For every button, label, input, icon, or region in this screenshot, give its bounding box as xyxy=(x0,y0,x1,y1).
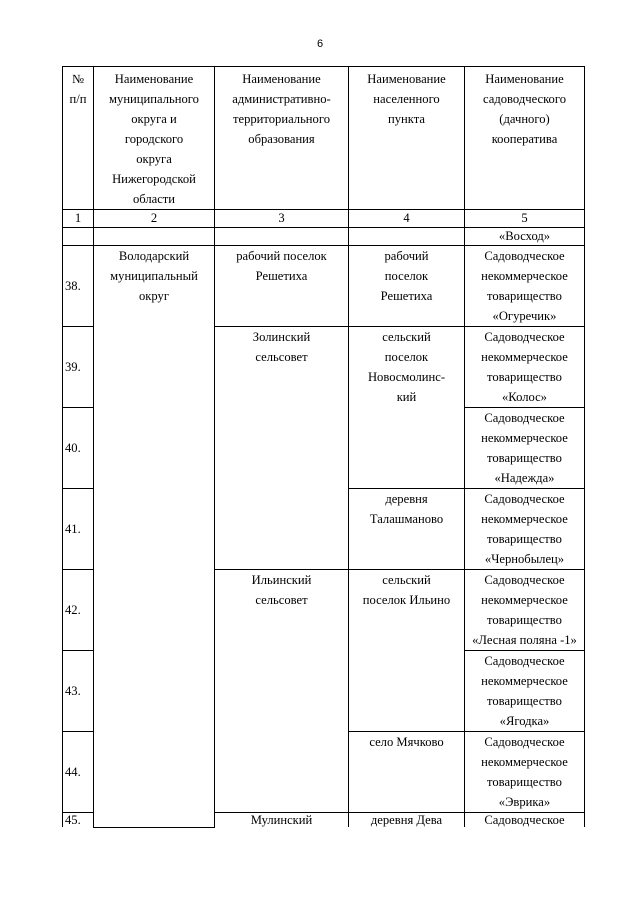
cooperative-name-cell xyxy=(465,570,585,651)
column-index: 3 xyxy=(215,210,349,228)
cell-text-line: сельсовет xyxy=(255,593,308,607)
cell-text-line: образования xyxy=(248,132,315,146)
cell-text-line: п/п xyxy=(69,92,87,106)
admin-unit-cell xyxy=(215,246,349,327)
cell-text-line: «Чернобылец» xyxy=(484,552,565,566)
header-settlement xyxy=(349,67,465,210)
cell-text-line: рабочий поселок xyxy=(236,249,327,263)
column-index-row xyxy=(63,210,585,228)
cell-text-line: городского xyxy=(124,132,184,146)
cell-text-line: товарищество xyxy=(487,694,562,708)
cell-text-line: Нижегородской xyxy=(112,172,196,186)
cooperative-name-cell xyxy=(465,489,585,570)
column-index: 5 xyxy=(465,210,585,228)
row-number: 43. xyxy=(63,651,94,732)
admin-unit-cell xyxy=(215,327,349,570)
cell-text-line: некоммерческое xyxy=(481,674,568,688)
cell-text-line: «Огуречик» xyxy=(492,309,557,323)
cell-text-line: Садоводческое xyxy=(484,492,565,506)
cell-text-line: Садоводческое xyxy=(484,735,565,749)
cell-empty xyxy=(63,228,94,246)
cell-text-line: населенного xyxy=(373,92,440,106)
cell-empty xyxy=(94,228,215,246)
row-number: 45. xyxy=(63,813,94,828)
table-header-row xyxy=(63,67,585,210)
cell-text-line: № xyxy=(71,72,85,86)
cell-text-line: садоводческого xyxy=(483,92,566,106)
header-district xyxy=(94,67,215,210)
cell-text-line: село Мячково xyxy=(369,735,444,749)
cell-text-line: «Лесная поляна -1» xyxy=(472,633,577,647)
row-number: 44. xyxy=(63,732,94,813)
row-number: 41. xyxy=(63,489,94,570)
cell-text-line: муниципального xyxy=(109,92,199,106)
cooperative-name-cell xyxy=(465,813,585,828)
cell-text-line: Наименование xyxy=(367,72,446,86)
cell-text-line: «Эврика» xyxy=(498,795,551,809)
cooperative-name-cell xyxy=(465,327,585,408)
column-index: 2 xyxy=(94,210,215,228)
cell-text-line: муниципальный xyxy=(110,269,198,283)
settlement-cell xyxy=(349,327,465,489)
cell-text-line: территориального xyxy=(232,112,330,126)
cell-text-line: Садоводческое xyxy=(484,813,565,827)
cell-text-line: Ильинский xyxy=(251,573,312,587)
cell-text-line: «Надежда» xyxy=(494,471,555,485)
cell-text-line: некоммерческое xyxy=(481,593,568,607)
settlement-cell xyxy=(349,570,465,732)
cell-text-line: товарищество xyxy=(487,775,562,789)
cell-text-line: некоммерческое xyxy=(481,431,568,445)
cell-text-line: Решетиха xyxy=(255,269,308,283)
settlement-cell xyxy=(349,246,465,327)
row-number: 42. xyxy=(63,570,94,651)
cell-text-line: товарищество xyxy=(487,451,562,465)
cell-text-line: деревня xyxy=(385,492,428,506)
row-number: 39. xyxy=(63,327,94,408)
cell-text-line: кий xyxy=(396,390,417,404)
cell-text-line: Золинский xyxy=(252,330,311,344)
header-cooperative xyxy=(465,67,585,210)
cell-text-line: некоммерческое xyxy=(481,755,568,769)
cell-empty xyxy=(215,228,349,246)
cell-text-line: кооператива xyxy=(491,132,558,146)
header-admin-unit xyxy=(215,67,349,210)
cell-text-line: пункта xyxy=(388,112,425,126)
district-cell xyxy=(94,246,215,828)
table-row-continuation xyxy=(63,228,585,246)
cell-text-line: сельский xyxy=(382,330,431,344)
row-number: 38. xyxy=(63,246,94,327)
admin-unit-cell xyxy=(215,813,349,828)
cell-text-line: Новосмолинс- xyxy=(367,370,446,384)
cooperatives-table xyxy=(62,66,585,828)
cell-text-line: округа и xyxy=(131,112,177,126)
settlement-cell xyxy=(349,489,465,570)
cell-text-line: Садоводческое xyxy=(484,654,565,668)
cell-text-line: товарищество xyxy=(487,532,562,546)
cell-empty xyxy=(349,228,465,246)
cell-text-line: сельский xyxy=(382,573,431,587)
cell-text-line: Садоводческое xyxy=(484,573,565,587)
cell-text-line: рабочий xyxy=(384,249,429,263)
cell-text-line: сельсовет xyxy=(255,350,308,364)
cell-text-line: товарищество xyxy=(487,613,562,627)
cooperative-name-cell xyxy=(465,246,585,327)
column-index: 4 xyxy=(349,210,465,228)
admin-unit-cell xyxy=(215,570,349,813)
cell-text-line: «Ягодка» xyxy=(499,714,550,728)
cell-text-line: Садоводческое xyxy=(484,330,565,344)
cell-text-line: Наименование xyxy=(485,72,564,86)
row-number: 40. xyxy=(63,408,94,489)
cell-text-line: Мулинский xyxy=(250,813,313,827)
cell-text-line: поселок xyxy=(384,350,429,364)
table-row xyxy=(63,246,585,327)
cell-text-line: некоммерческое xyxy=(481,350,568,364)
cell-text-line: Наименование xyxy=(242,72,321,86)
cell-text-line: (дачного) xyxy=(499,112,550,126)
cell-text-line: административно- xyxy=(232,92,331,106)
cell-text-line: Талашманово xyxy=(369,512,444,526)
cell-text-line: округа xyxy=(136,152,172,166)
cell-text-line: некоммерческое xyxy=(481,269,568,283)
page-number: 6 xyxy=(316,38,324,50)
cell-text-line: Садоводческое xyxy=(484,411,565,425)
cell-text-line: товарищество xyxy=(487,370,562,384)
cell-text-line: деревня Дева xyxy=(370,813,443,827)
cell-text-line: округ xyxy=(138,289,169,303)
cell-text-line: поселок Ильино xyxy=(362,593,451,607)
cell-text-line: Володарский xyxy=(118,249,190,263)
cell-text-line: Садоводческое xyxy=(484,249,565,263)
cell-text-line: области xyxy=(132,192,176,206)
cooperative-name-cell xyxy=(465,651,585,732)
cell-text-line: некоммерческое xyxy=(481,512,568,526)
header-number xyxy=(63,67,94,210)
cooperative-name-cell xyxy=(465,732,585,813)
settlement-cell xyxy=(349,813,465,828)
cell-text-line: Решетиха xyxy=(380,289,433,303)
settlement-cell xyxy=(349,732,465,813)
cell-text-line: поселок xyxy=(384,269,429,283)
cooperative-name-cell xyxy=(465,408,585,489)
cell-text-line: товарищество xyxy=(487,289,562,303)
cell-text-line: Наименование xyxy=(114,72,194,86)
cooperative-name-cell: «Восход» xyxy=(465,228,585,246)
cell-text-line: «Колос» xyxy=(502,390,547,404)
column-index: 1 xyxy=(63,210,94,228)
